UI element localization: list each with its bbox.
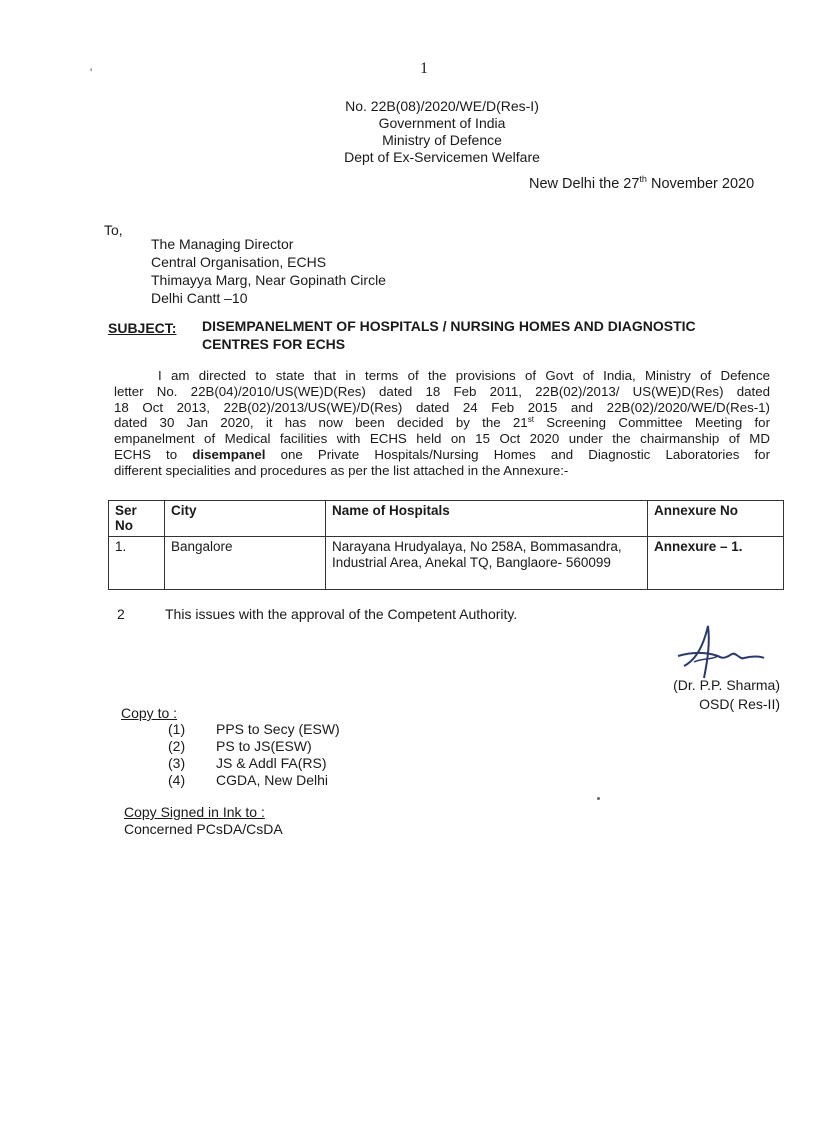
subject-line-1: DISEMPANELMENT OF HOSPITALS / NURSING HOMES AND DIAGNOSTIC <box>202 318 696 334</box>
signatory-block <box>658 676 780 714</box>
list-item-number: (3) <box>168 755 186 771</box>
stray-dot <box>597 797 600 800</box>
to-label: To, <box>104 222 123 238</box>
body-line: letter No. 22B(04)/2010/US(WE)D(Res) dated 18 Feb 2011, 22B(02)/2013/ US(WE)D(Res) dated <box>114 383 770 399</box>
copy-to-list <box>168 721 340 789</box>
date-ordinal: th <box>639 174 647 184</box>
reference-number: No. 22B(08)/2020/WE/D(Res-I) <box>345 98 539 114</box>
date-prefix: New Delhi the 27 <box>529 176 640 192</box>
copy-signed-label: Copy Signed in Ink to : <box>124 804 265 820</box>
date-rest: November 2020 <box>646 176 755 192</box>
list-item <box>168 721 340 738</box>
cell-ser: 1. <box>109 537 165 590</box>
body-text: one Private Hospitals/Nursing Homes and Diagnostic Laboratories for <box>265 446 770 462</box>
body-line: different specialities and procedures as per the list attached in the Annexure:- <box>114 462 569 478</box>
subject-text <box>202 317 696 353</box>
copy-signed-recipient: Concerned PCsDA/CsDA <box>124 821 283 837</box>
header-ser-no <box>109 501 165 537</box>
header-hospital: Name of Hospitals <box>326 501 648 537</box>
body-text: dated 30 Jan 2020, it has now been decided by the 21 <box>114 415 528 431</box>
point-number: 2 <box>117 606 125 622</box>
ministry-line: Ministry of Defence <box>382 132 502 148</box>
list-item-text: CGDA, New Delhi <box>216 772 329 788</box>
table-header-row <box>109 501 784 537</box>
list-item-text: JS & Addl FA(RS) <box>216 755 327 771</box>
header-no: No <box>115 518 133 533</box>
body-text: ECHS to <box>114 446 193 462</box>
header-annexure: Annexure No <box>648 501 784 537</box>
government-line: Government of India <box>378 115 506 131</box>
address-line: Central Organisation, ECHS <box>151 254 327 270</box>
emphasis-text: disempanel <box>192 446 266 462</box>
signatory-designation: OSD( Res-II) <box>699 696 780 712</box>
list-item <box>168 755 340 772</box>
letter-header <box>322 98 562 166</box>
corner-mark: ' <box>90 66 93 80</box>
body-line <box>114 447 770 463</box>
address-line: Thimayya Marg, Near Gopinath Circle <box>151 272 386 288</box>
signature-scribble <box>672 622 772 682</box>
list-item <box>168 772 340 789</box>
body-line: I am directed to state that in terms of the provisions of Govt of India, Ministry of Defence <box>158 368 770 383</box>
hospital-table <box>108 500 784 590</box>
letter-date <box>529 176 754 192</box>
subject-line-2: CENTRES FOR ECHS <box>202 336 346 352</box>
header-ser: Ser <box>115 503 137 518</box>
cell-annexure: Annexure – 1. <box>648 537 784 590</box>
body-line: empanelment of Medical facilities with ECHS held on 15 Oct 2020 under the chairmanship of MD <box>114 431 770 447</box>
address-line: Delhi Cantt –10 <box>151 290 248 306</box>
body-line: 18 Oct 2013, 22B(02)/2013/US(WE)/D(Res) dated 24 Feb 2015 and 22B(02)/2020/WE/D(Res-1) <box>114 399 770 415</box>
copy-to-label: Copy to : <box>121 705 178 721</box>
body-paragraph <box>114 368 770 479</box>
signatory-name: (Dr. P.P. Sharma) <box>673 677 780 693</box>
list-item-number: (2) <box>168 738 186 754</box>
body-line <box>114 415 770 431</box>
page-number: 1 <box>420 60 428 77</box>
department-line: Dept of Ex-Servicemen Welfare <box>344 149 540 165</box>
header-city: City <box>165 501 326 537</box>
body-text: Screening Committee Meeting for <box>533 415 770 431</box>
cell-hospital: Narayana Hrudyalaya, No 258A, Bommasandra, Industrial Area, Anekal TQ, Banglaore- 560099 <box>326 537 648 590</box>
address-line: The Managing Director <box>151 236 294 252</box>
list-item-number: (1) <box>168 721 186 737</box>
cell-city: Bangalore <box>165 537 326 590</box>
list-item-text: PPS to Secy (ESW) <box>216 721 340 737</box>
subject-label: SUBJECT: <box>108 320 177 336</box>
list-item <box>168 738 340 755</box>
list-item-number: (4) <box>168 772 186 788</box>
table-row <box>109 537 784 590</box>
ordinal-suffix: st <box>527 415 534 425</box>
list-item-text: PS to JS(ESW) <box>216 738 312 754</box>
approval-statement: This issues with the approval of the Competent Authority. <box>165 606 518 622</box>
recipient-address <box>151 235 386 307</box>
